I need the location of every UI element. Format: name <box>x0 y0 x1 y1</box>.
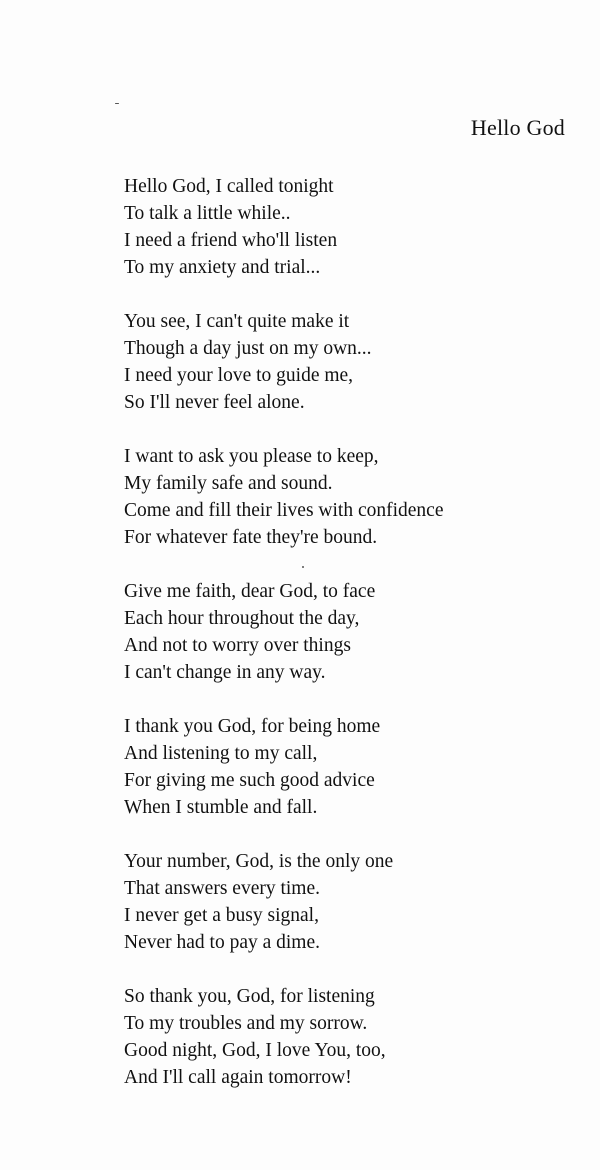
poem-line: I can't change in any way. <box>124 662 326 683</box>
stanza <box>124 848 584 956</box>
poem-line: You see, I can't quite make it <box>124 311 350 332</box>
poem-line: That answers every time. <box>124 878 321 899</box>
poem-line: Come and fill their lives with confidence <box>124 500 444 521</box>
stanza <box>124 983 584 1091</box>
poem-line: Though a day just on my own... <box>124 338 372 359</box>
poem-line: For giving me such good advice <box>124 770 375 791</box>
poem-line: So thank you, God, for listening <box>124 986 375 1007</box>
poem-body <box>124 173 584 1118</box>
stanza <box>124 308 584 416</box>
stanza <box>124 173 584 281</box>
poem-line: Hello God, I called tonight <box>124 176 334 197</box>
poem-line: To my anxiety and trial... <box>124 257 321 278</box>
poem-line: Good night, God, I love You, too, <box>124 1040 386 1061</box>
stanza <box>124 443 584 551</box>
stanza <box>124 713 584 821</box>
poem-line: To talk a little while.. <box>124 203 291 224</box>
poem-line: When I stumble and fall. <box>124 797 318 818</box>
poem-line: So I'll never feel alone. <box>124 392 305 413</box>
poem-line: Your number, God, is the only one <box>124 851 394 872</box>
poem-line: And I'll call again tomorrow! <box>124 1067 352 1088</box>
poem-line: And listening to my call, <box>124 743 318 764</box>
poem-line: Each hour throughout the day, <box>124 608 360 629</box>
poem-line: Never had to pay a dime. <box>124 932 321 953</box>
scan-speck <box>115 103 119 104</box>
poem-line: Give me faith, dear God, to face <box>124 581 376 602</box>
poem-line: I want to ask you please to keep, <box>124 446 379 467</box>
poem-line: My family safe and sound. <box>124 473 333 494</box>
poem-line: I need your love to guide me, <box>124 365 354 386</box>
stanza <box>124 578 584 686</box>
poem-line: I never get a busy signal, <box>124 905 319 926</box>
poem-line: And not to worry over things <box>124 635 351 656</box>
poem-line: To my troubles and my sorrow. <box>124 1013 368 1034</box>
poem-line: For whatever fate they're bound. <box>124 527 378 548</box>
poem-line: I need a friend who'll listen <box>124 230 338 251</box>
poem-line: I thank you God, for being home <box>124 716 381 737</box>
poem-title: Hello God <box>470 115 565 140</box>
